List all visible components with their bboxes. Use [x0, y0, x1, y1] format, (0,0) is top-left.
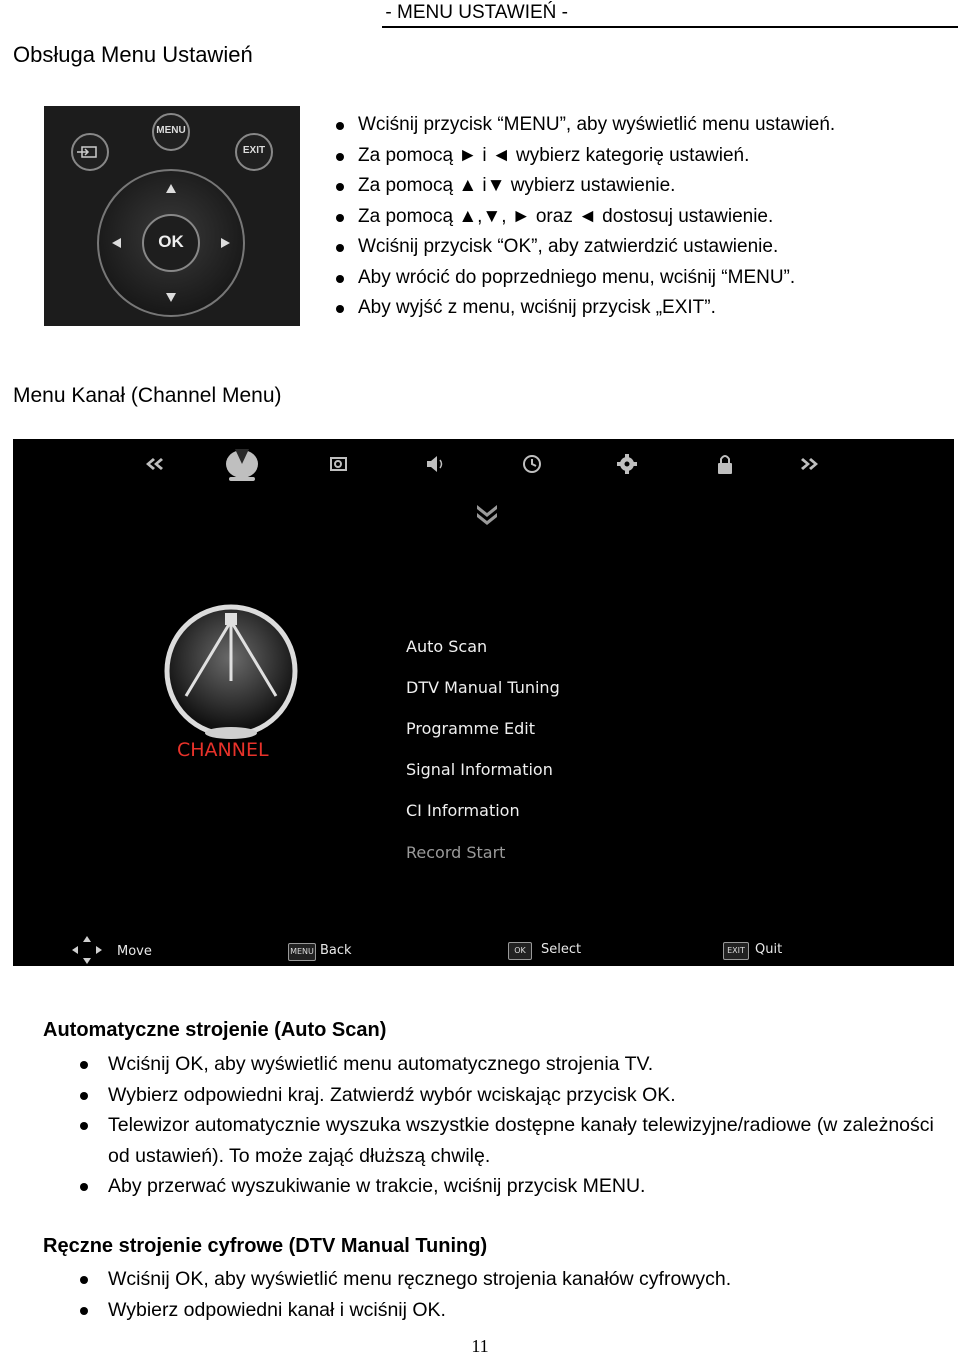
tv-channel-menu-screenshot: [13, 439, 954, 966]
section-title-settings: Obsługa Menu Ustawień: [13, 42, 253, 67]
move-arrows-icon: [65, 935, 109, 965]
footer-select-label: Select: [541, 942, 582, 957]
remote-control-image: [44, 106, 300, 326]
footer-quit-label: Quit: [755, 942, 783, 957]
list-item: Za pomocą ▲,▼, ► oraz ◄ dostosuj ustawienie.: [334, 202, 835, 233]
satellite-dish-icon: [226, 449, 258, 481]
heading-dtv-manual-tuning: Ręczne strojenie cyfrowe (DTV Manual Tuning): [43, 1235, 488, 1257]
menu-item-signal-information[interactable]: Signal Information: [406, 760, 553, 779]
page-number: 11: [471, 1336, 489, 1356]
list-item: Aby wyjść z menu, wciśnij przycisk „EXIT”.: [334, 293, 835, 324]
clock-icon: [524, 456, 540, 472]
list-item: Wciśnij przycisk “MENU”, aby wyświetlić menu ustawień.: [334, 110, 835, 141]
category-label: CHANNEL: [177, 739, 269, 761]
heading-auto-scan: Automatyczne strojenie (Auto Scan): [43, 1019, 387, 1041]
channel-category-graphic: [161, 601, 301, 741]
list-item: Wybierz odpowiedni kanał i wciśnij OK.: [43, 1295, 943, 1326]
menu-item-record-start[interactable]: Record Start: [406, 843, 506, 862]
chevrons-right-icon: [801, 458, 818, 470]
chevrons-down-icon: [477, 505, 497, 525]
list-item: Wciśnij OK, aby wyświetlić menu ręcznego strojenia kanałów cyfrowych.: [43, 1264, 943, 1295]
list-item: Za pomocą ► i ◄ wybierz kategorię ustawień.: [334, 141, 835, 172]
tv-top-icon-bar: [13, 439, 954, 539]
list-item: Za pomocą ▲ i▼ wybierz ustawienie.: [334, 171, 835, 202]
menu-item-ci-information[interactable]: CI Information: [406, 801, 520, 820]
footer-back-label: Back: [320, 943, 352, 958]
picture-icon: [331, 458, 346, 470]
menu-item-programme-edit[interactable]: Programme Edit: [406, 719, 536, 738]
footer-exit-key: EXIT: [723, 942, 749, 960]
footer-menu-key: MENU: [288, 943, 316, 961]
lock-icon: [718, 456, 732, 474]
remote-control-graphic: [44, 106, 300, 326]
settings-instructions-list: [334, 110, 835, 324]
footer-ok-key: OK: [508, 942, 532, 960]
list-item: Wybierz odpowiedni kraj. Zatwierdź wybór wciskając przycisk OK.: [43, 1080, 943, 1111]
menu-button-label: MENU: [156, 125, 186, 136]
auto-scan-list: [43, 1049, 943, 1202]
menu-item-dtv-manual-tuning[interactable]: DTV Manual Tuning: [406, 678, 560, 697]
list-item: Wciśnij przycisk “OK”, aby zatwierdzić ustawienie.: [334, 232, 835, 263]
manual-tuning-list: [43, 1264, 943, 1325]
list-item: Telewizor automatycznie wyszuka wszystkie dostępne kanały telewizyjne/radiowe (w zależności od ustawień). To może zająć dłuższą chwilę.: [43, 1110, 943, 1171]
footer-move-label: Move: [117, 944, 152, 959]
gear-icon: [617, 454, 637, 474]
header-rule: [382, 26, 958, 28]
page-header: - MENU USTAWIEŃ -: [385, 2, 568, 23]
list-item: Wciśnij OK, aby wyświetlić menu automatycznego strojenia TV.: [43, 1049, 943, 1080]
exit-button-label: EXIT: [242, 145, 266, 156]
chevrons-left-icon: [146, 458, 163, 470]
speaker-icon: [427, 456, 442, 472]
list-item: Aby wrócić do poprzedniego menu, wciśnij “MENU”.: [334, 263, 835, 294]
section-title-channel-menu: Menu Kanał (Channel Menu): [13, 384, 282, 407]
ok-button-label: OK: [158, 232, 184, 251]
list-item: Aby przerwać wyszukiwanie w trakcie, wciśnij przycisk MENU.: [43, 1171, 943, 1202]
menu-item-auto-scan[interactable]: Auto Scan: [406, 637, 488, 656]
